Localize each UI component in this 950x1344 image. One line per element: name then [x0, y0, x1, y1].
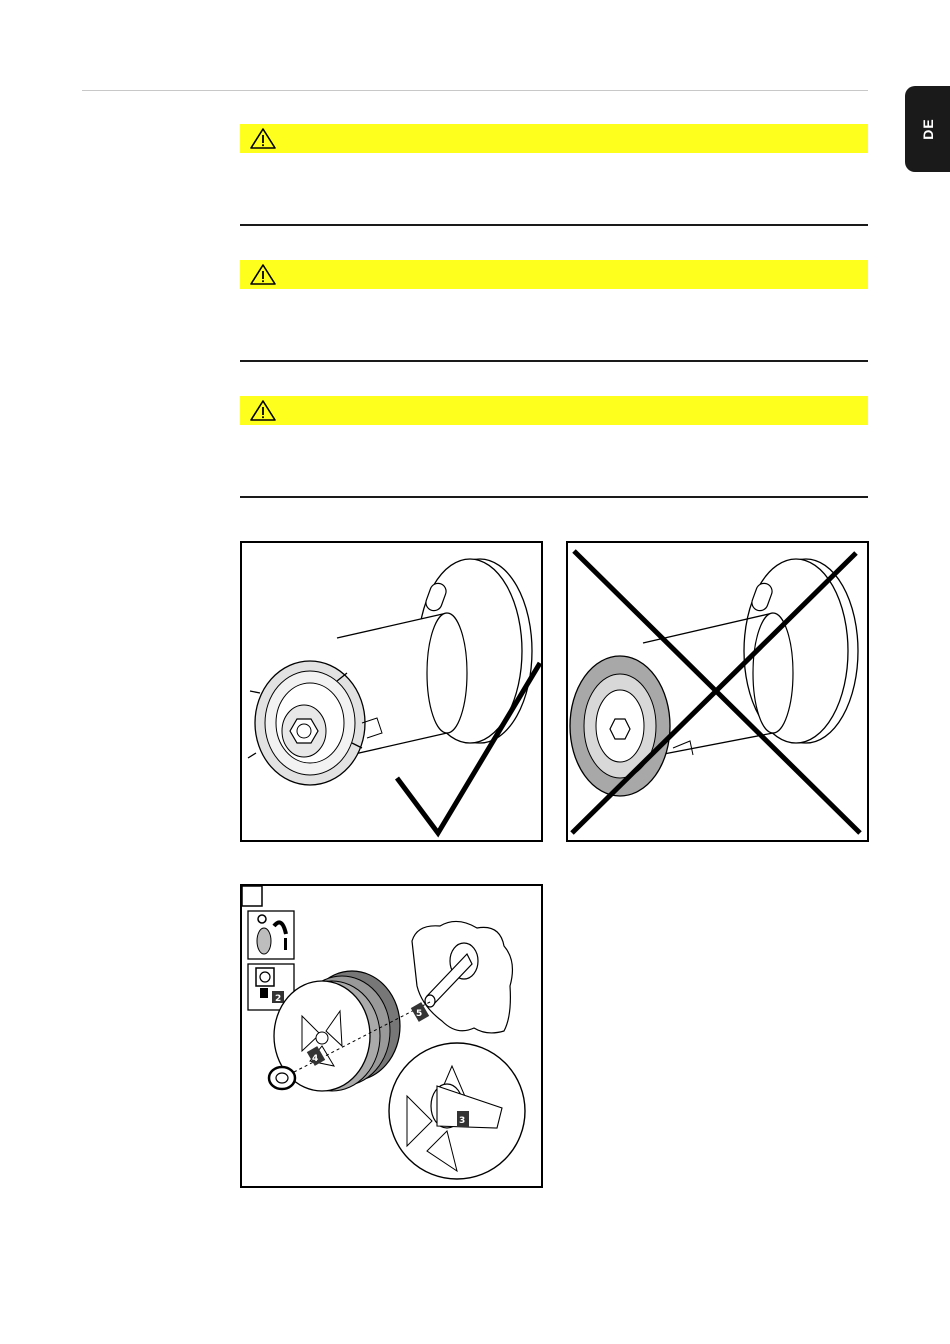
spool-holder-drawing	[568, 543, 867, 840]
svg-text:3: 3	[459, 1116, 466, 1126]
warning-divider	[240, 224, 868, 226]
step-number-box	[242, 886, 262, 906]
figure-assembly-steps	[240, 884, 543, 1188]
spool-holder-drawing	[242, 543, 541, 840]
assembly-drawing	[242, 886, 541, 1186]
warning-bar	[240, 124, 868, 153]
language-tab[interactable]	[905, 86, 950, 172]
warning-divider	[240, 360, 868, 362]
language-tab-label: DE	[919, 118, 936, 140]
warning-text-area	[240, 425, 868, 496]
warning-triangle-icon	[249, 399, 277, 422]
warning-bar	[240, 260, 868, 289]
figure-correct-mounting	[240, 541, 543, 842]
header-rule	[82, 90, 868, 91]
warning-divider	[240, 496, 868, 498]
svg-text:2: 2	[275, 994, 282, 1004]
warning-bar	[240, 396, 868, 425]
step-badge-3	[457, 1111, 469, 1127]
warning-block	[240, 396, 868, 498]
svg-text:5: 5	[416, 1009, 423, 1019]
warning-text-area	[240, 153, 868, 224]
warning-block	[240, 260, 868, 362]
figure-incorrect-mounting	[566, 541, 869, 842]
warning-text-area	[240, 289, 868, 360]
warning-triangle-icon	[249, 263, 277, 286]
warning-block	[240, 124, 868, 226]
warning-triangle-icon	[249, 127, 277, 150]
power-switch-icon	[248, 911, 294, 959]
svg-text:4: 4	[312, 1054, 319, 1064]
